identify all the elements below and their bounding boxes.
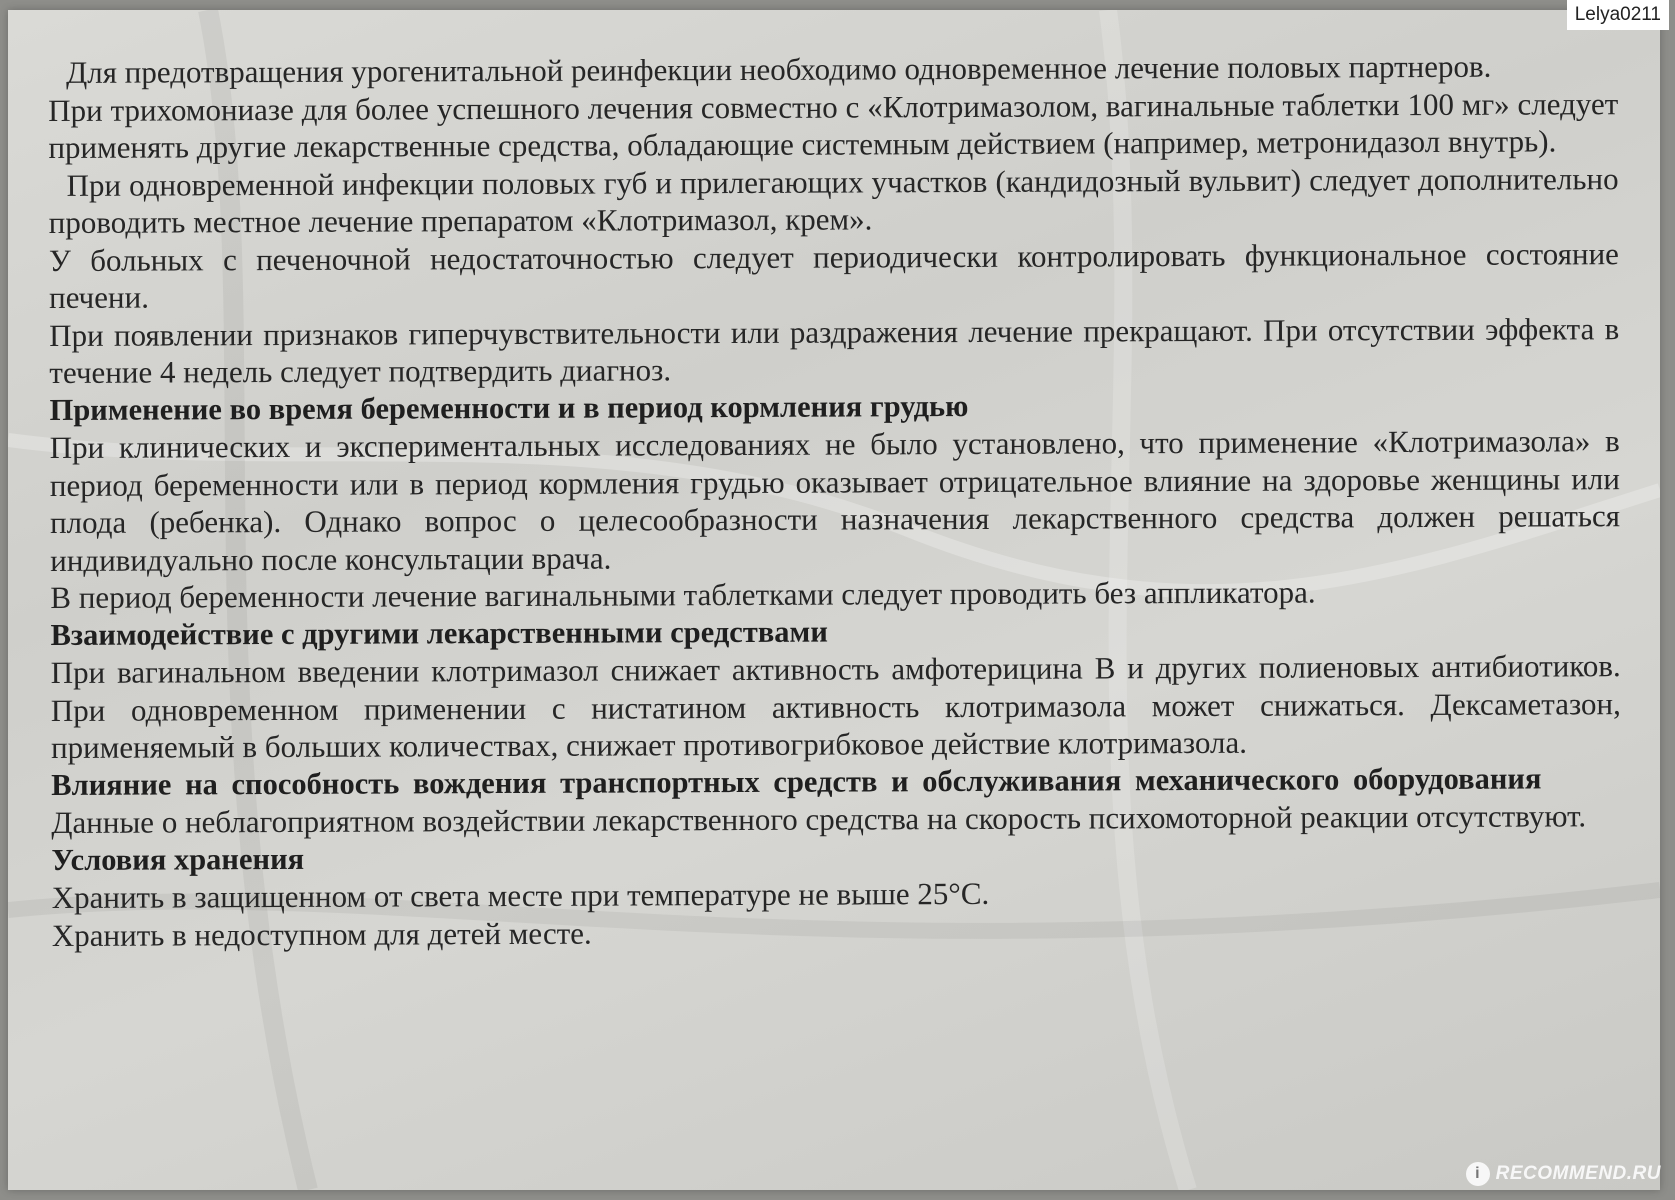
paragraph-vulvitis: При одновременной инфекции половых губ и прилегающих участков (кандидозный вульвит) следует дополнительно проводить местное лечение препаратом «Клотримазол, крем».: [48, 160, 1619, 240]
paragraph-applicator: В период беременности лечение вагинальными таблетками следует проводить без аппликатора.: [50, 574, 1316, 615]
paragraph-reinfection: Для предотвращения урогенитальной реинфекции необходимо одновременное лечение половых партнеров.: [66, 48, 1492, 90]
heading-pregnancy: Применение во время беременности и в период кормления грудью: [49, 388, 969, 427]
paragraph-storage-light: Хранить в защищенном от света месте при температуре не выше 25°С.: [51, 875, 990, 915]
leaflet-text: [48, 47, 1622, 954]
heading-interactions: Взаимодействие с другими лекарственными средствами: [50, 614, 828, 652]
paragraph-driving: Данные о неблагоприятном воздействии лекарственного средства на скорость психомоторной реакции отсутствуют.: [51, 798, 1587, 840]
username-label: Lelya0211: [1567, 0, 1669, 30]
paragraph-hypersensitivity: При появлении признаков гиперчувствительности или раздражения лечение прекращают. При отсутствии эффекта в течение 4 недель следует подтвердить диагноз.: [49, 310, 1620, 390]
paragraph-liver: У больных с печеночной недостаточностью следует периодически контролировать функциональное состояние печени.: [48, 235, 1619, 315]
paragraph-pregnancy: При клинических и экспериментальных исследованиях не было установлено, что применение «Клотримазола» в период беременности или в период кормления грудью оказывает отрицательное влияние на здоровье женщины или плода (ребенка). Однако вопрос о целесообразности назначения лекарственного средства должен решаться индивидуально после консультации врача.: [49, 423, 1621, 578]
paragraph-interactions: При вагинальном введении клотримазол снижает активность амфотерицина В и других полиеновых антибиотиков. При одновременном применении с нистатином активность клотримазола может снижаться. Дексаметазон, применяемый в больших количествах, снижает противогрибковое действие клотримазола.: [50, 648, 1621, 765]
heading-driving: Влияние на способность вождения транспортных средств и обслуживания механического оборудования: [51, 760, 1542, 802]
heading-storage: Условия хранения: [51, 841, 305, 877]
paragraph-trichomoniasis: При трихомониазе для более успешного лечения совместно с «Клотримазолом, вагинальные таблетки 100 мг» следует применять другие лекарственные средства, обладающие системным действием (например, метронидазол внутрь).: [48, 85, 1619, 165]
paragraph-storage-children: Хранить в недоступном для детей месте.: [51, 915, 592, 953]
leaflet-paper: [8, 10, 1660, 1190]
watermark-text: RECOMMEND.RU: [1495, 1163, 1661, 1184]
site-watermark: [1466, 1162, 1661, 1186]
recommend-logo-icon: i: [1466, 1162, 1490, 1186]
